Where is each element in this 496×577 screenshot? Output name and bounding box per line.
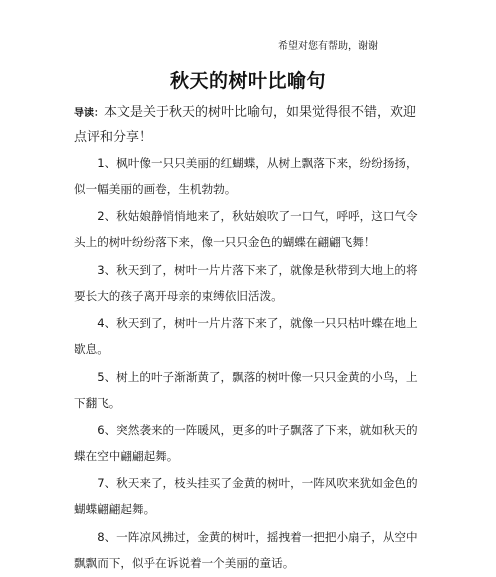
paragraph-3: 3、秋天到了，树叶一片片落下来了，就像是秋带到大地上的将要长大的孩子离开母亲的束缚依旧活泼。 (74, 262, 418, 303)
paragraph-5: 5、树上的叶子渐渐黄了，飘落的树叶像一只只金黄的小鸟，上下翻飞。 (74, 369, 418, 410)
paragraph-2: 2、秋姑娘静悄悄地来了，秋姑娘吹了一口气，呼呼，这口气令头上的树叶纷纷落下来，像一只只金色的蝴蝶在翩翩飞舞！ (74, 209, 418, 250)
page-title: 秋天的树叶比喻句 (169, 70, 326, 92)
intro-text: 本文是关于秋天的树叶比喻句，如果觉得很不错，欢迎点评和分享！ (74, 105, 417, 145)
paragraph-6: 6、突然袭来的一阵暖风，更多的叶子飘落了下来，就如秋天的蝶在空中翩翩起舞。 (74, 422, 418, 463)
paragraph-8: 8、一阵凉风拂过，金黄的树叶，摇拽着一把把小扇子，从空中飘飘而下，似乎在诉说着一个美丽的童话。 (74, 529, 418, 570)
intro-label: 导读： (74, 108, 104, 119)
header-note: 希望对您有帮助，谢谢 (278, 41, 378, 52)
intro-paragraph (74, 101, 426, 150)
paragraph-4: 4、秋天到了，树叶一片片落下来了，就像一只只枯叶蝶在地上歇息。 (74, 316, 418, 357)
paragraph-7: 7、秋天来了，枝头挂买了金黄的树叶，一阵风吹来犹如金色的蝴蝶翩翩起舞。 (74, 476, 418, 517)
body-paragraphs (74, 150, 426, 577)
paragraph-1: 1、枫叶像一只只美丽的红蝴蝶，从树上飘落下来，纷纷扬扬，似一幅美丽的画卷，生机勃勃。 (74, 156, 418, 196)
